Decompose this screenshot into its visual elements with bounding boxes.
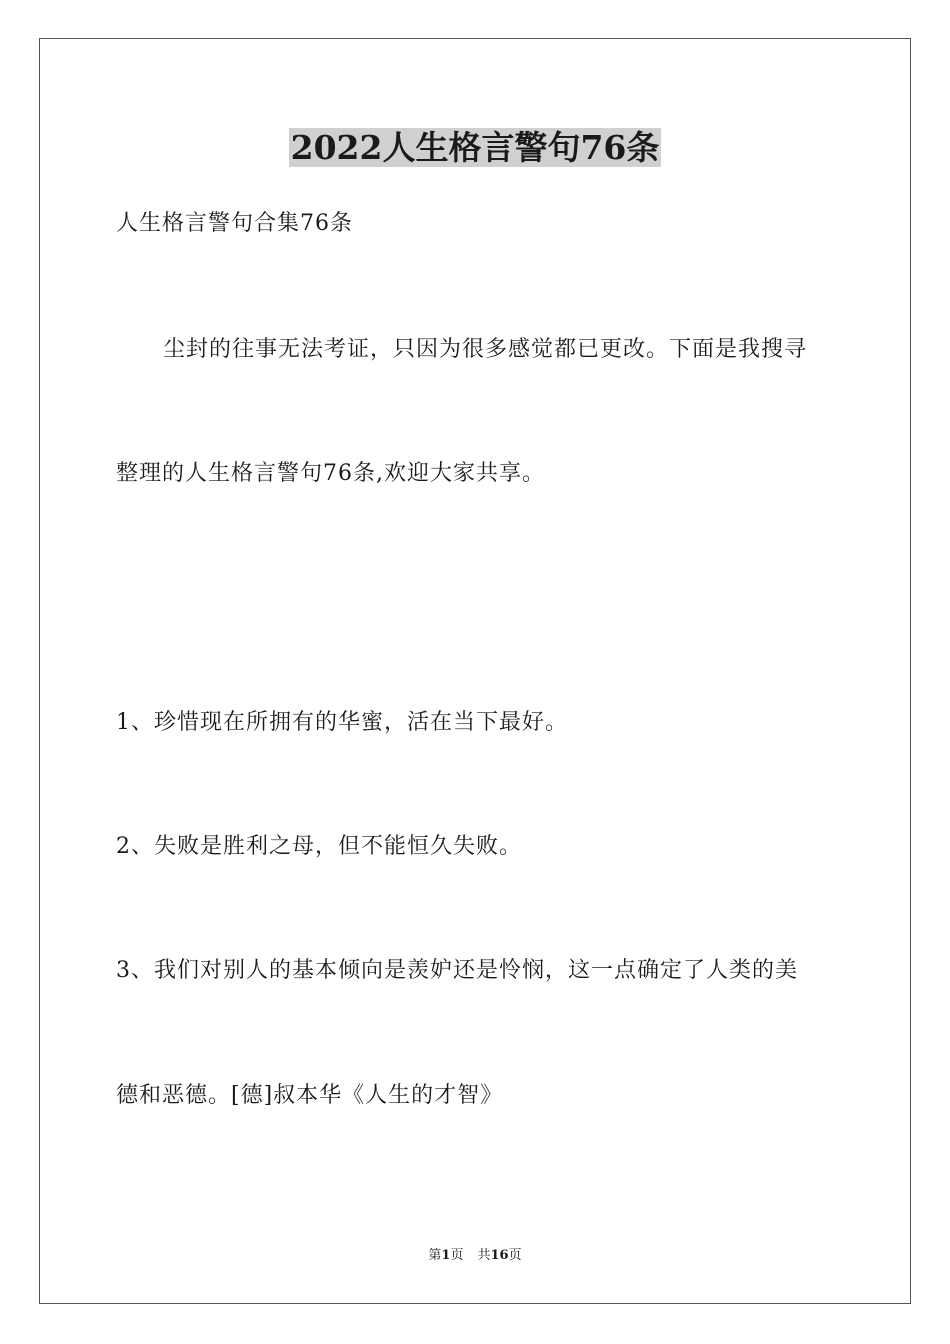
page-footer: [0, 1247, 950, 1265]
footer-page-suffix: 页: [450, 1248, 464, 1263]
intro-line-1: 尘封的往事无法考证，只因为很多感觉都已更改。下面是我搜寻: [163, 337, 808, 362]
list-item-3-line-2: 德和恶德。[德]叔本华《人生的才智》: [116, 1083, 504, 1108]
document-subtitle: 人生格言警句合集76条: [116, 211, 353, 236]
list-item-3-line-1: 3、我们对别人的基本倾向是羡妒还是怜悯，这一点确定了人类的美: [116, 958, 798, 983]
list-item-2: 2、失败是胜利之母，但不能恒久失败。: [116, 834, 522, 859]
document-title-text: 2022人生格言警句76条: [290, 128, 660, 167]
footer-total-prefix: 共: [477, 1248, 491, 1263]
list-item-1: 1、珍惜现在所拥有的华蜜，活在当下最好。: [116, 710, 568, 735]
footer-total-pages: 16: [490, 1248, 509, 1263]
footer-page-prefix: 第: [428, 1248, 442, 1263]
footer-total-suffix: 页: [508, 1248, 522, 1263]
footer-page-number: 1: [441, 1248, 451, 1263]
document-title: [0, 126, 950, 170]
intro-line-2: 整理的人生格言警句76条,欢迎大家共享。: [116, 461, 545, 486]
